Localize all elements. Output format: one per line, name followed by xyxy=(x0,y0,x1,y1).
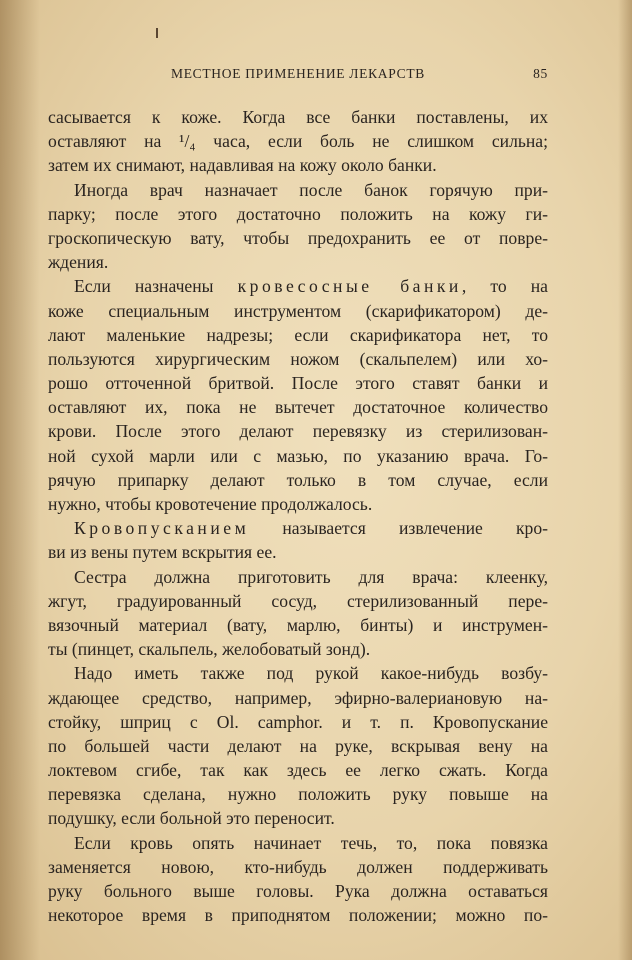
text-line xyxy=(48,661,548,685)
text-line xyxy=(48,178,548,202)
line-text: по большей части делают на руке, вскрывая вену на xyxy=(48,735,548,756)
ink-mark xyxy=(156,28,158,38)
line-text: пользуются хирургическим ножом (скальпелем) или хо- xyxy=(48,348,548,369)
line-text: рячую припарку делают только в том случае, если xyxy=(48,469,548,490)
text-line xyxy=(48,734,548,758)
line-text: ждения. xyxy=(48,252,109,273)
text-line xyxy=(48,806,548,830)
line-text: лают маленькие надрезы; если скарификатора нет, то xyxy=(48,324,548,345)
text-line xyxy=(48,516,548,540)
spaced-term: кровесосные банки xyxy=(237,276,462,297)
text-line xyxy=(48,299,548,323)
line-text: ви из вены путем вскрытия ее. xyxy=(48,542,277,563)
line-text: называется извлечение кро- xyxy=(249,518,548,539)
line-text: гроскопическую вату, чтобы предохранить ее от повре- xyxy=(48,227,548,248)
text-line xyxy=(48,637,548,661)
binding-shadow xyxy=(0,0,40,960)
line-text: коже специальным инструментом (скарификатором) де- xyxy=(48,300,548,321)
line-text: ждающее средство, например, эфирно-валериановую на- xyxy=(48,687,548,708)
text-line xyxy=(48,129,548,153)
running-title: МЕСТНОЕ ПРИМЕНЕНИЕ ЛЕКАРСТВ xyxy=(171,66,425,81)
text-line xyxy=(48,274,548,298)
text-line xyxy=(48,444,548,468)
text-line xyxy=(48,686,548,710)
text-line xyxy=(48,540,548,564)
line-text: Сестра должна приготовить для врача: клеенку, xyxy=(74,566,548,587)
line-text: ты (пинцет, скальпель, желобоватый зонд). xyxy=(48,639,371,660)
line-text: затем их снимают, надавливая на кожу около банки. xyxy=(48,155,437,176)
line-text: Надо иметь также под рукой какое-нибудь возбу- xyxy=(74,663,548,684)
line-text: перевязка сделана, нужно положить руку повыше на xyxy=(48,784,548,805)
line-text: нужно, чтобы кровотечение продолжалось. xyxy=(48,494,373,514)
text-line xyxy=(48,153,548,177)
text-line xyxy=(48,782,548,806)
line-text: жгут, градуированный сосуд, стерилизованный пере- xyxy=(48,590,548,611)
text-line xyxy=(48,589,548,613)
body-text xyxy=(48,105,548,927)
line-text: , то на xyxy=(461,276,548,297)
line-text: заменяется новою, кто-нибудь должен поддерживать xyxy=(48,856,548,877)
line-text: оставляют их, пока не вытечет достаточное количество xyxy=(48,397,548,418)
text-line xyxy=(48,831,548,855)
text-line xyxy=(48,105,548,129)
line-text: некоторое время в приподнятом положении; можно по- xyxy=(48,905,548,926)
line-text: подушку, если больной это переносит. xyxy=(48,808,335,829)
text-line xyxy=(48,468,548,492)
running-head xyxy=(48,66,548,86)
spaced-term: Кровопусканием xyxy=(74,518,250,539)
text-line xyxy=(48,250,548,274)
line-text: локтевом сгибе, так как здесь ее легко сжать. Когда xyxy=(48,760,548,781)
text-line xyxy=(48,879,548,903)
text-line xyxy=(48,758,548,782)
line-text: оставляют на ¹/₄ часа, если боль не слишком сильна; xyxy=(48,131,548,152)
text-line xyxy=(48,710,548,734)
line-text: Иногда врач назначает после банок горячую при- xyxy=(74,179,548,200)
text-line xyxy=(48,226,548,250)
line-text: рошо отточенной бритвой. После этого ставят банки и xyxy=(48,373,548,394)
text-line xyxy=(48,903,548,927)
text-line xyxy=(48,371,548,395)
line-text: крови. После этого делают перевязку из стерилизован- xyxy=(48,421,548,442)
text-line xyxy=(48,855,548,879)
line-text: сасывается к коже. Когда все банки поставлены, их xyxy=(48,107,548,127)
text-line xyxy=(48,492,548,516)
text-line xyxy=(48,347,548,371)
line-text: Если кровь опять начинает течь, то, пока повязка xyxy=(74,832,548,853)
text-line xyxy=(48,202,548,226)
page-edge-shadow xyxy=(618,0,632,960)
line-text: стойку, шприц с Ol. camphor. и т. п. Кровопускание xyxy=(48,711,548,732)
text-line xyxy=(48,419,548,443)
page-number: 85 xyxy=(533,66,548,81)
line-text: парку; после этого достаточно положить на кожу ги- xyxy=(48,203,548,224)
text-line xyxy=(48,395,548,419)
line-text: Если назначены xyxy=(74,276,238,297)
text-line xyxy=(48,565,548,589)
line-text: вязочный материал (вату, марлю, бинты) и инструмен- xyxy=(48,614,548,635)
line-text: руку больного выше головы. Рука должна оставаться xyxy=(48,881,548,901)
text-line xyxy=(48,323,548,347)
line-text: ной сухой марли или с мазью, по указанию врача. Го- xyxy=(48,445,548,466)
text-line xyxy=(48,613,548,637)
